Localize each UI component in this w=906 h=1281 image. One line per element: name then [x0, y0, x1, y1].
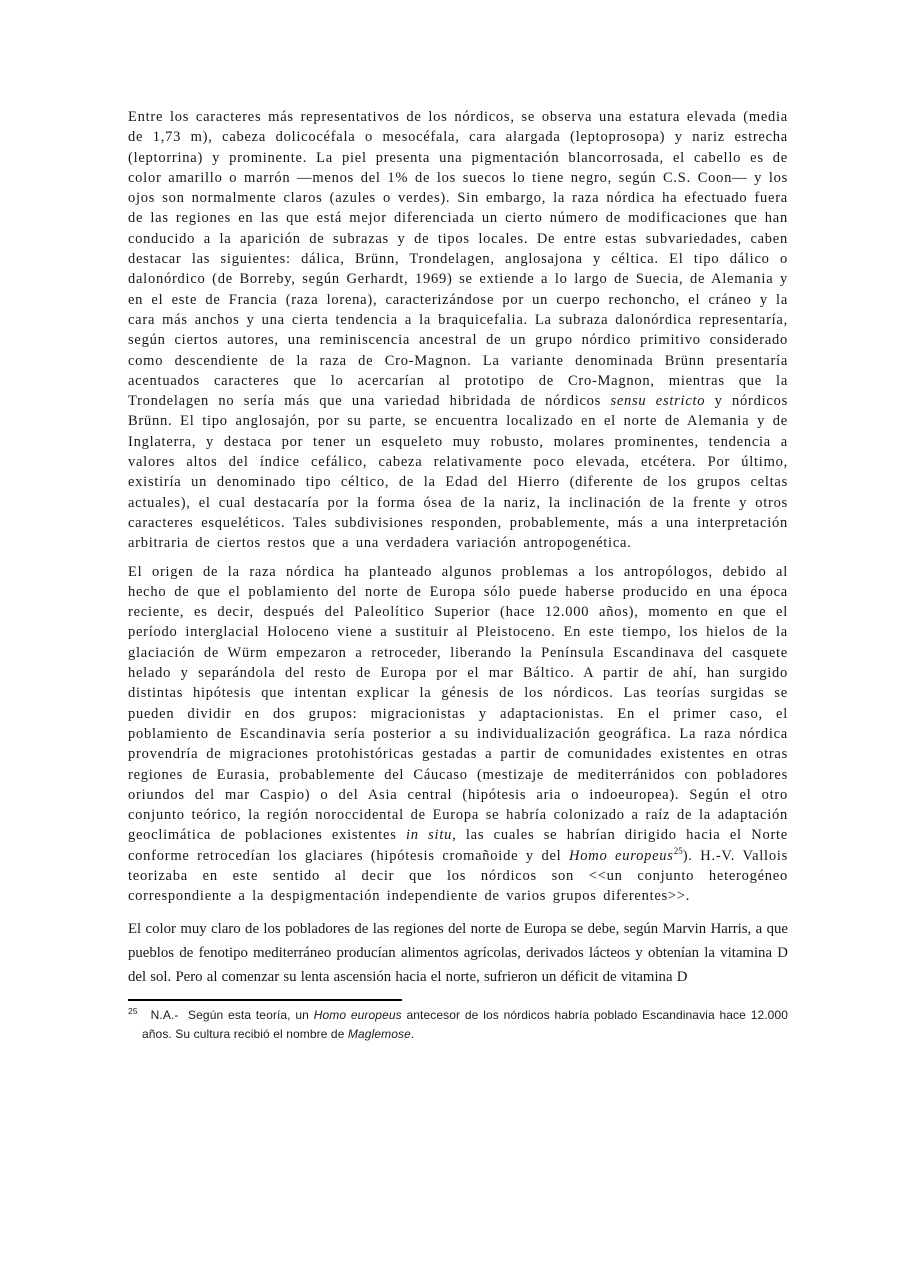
italic-text: Homo europeus: [313, 1007, 402, 1022]
text-run: y nórdicos Brünn. El tipo anglosajón, por su parte, se encuentra localizado en el norte de Alemania y de Inglaterra, y destaca por tener un esqueleto muy robusto, molares prominentes, tendencia a valores altos del índice cefálico, cabeza relativamente poco elevada, etcétera. Por último, existiría un denominado tipo céltico, de la Edad del Hierro (diferente de los grupos celtas actuales), el cual destacaría por la forma ósea de la nariz, la inclinación de la frente y otros caracteres esqueléticos. Tales subdivisiones responden, probablemente, más a una interpretación arbitraria de ciertos restos que a una verdadera variación antropogenética.: [128, 393, 788, 552]
body-paragraph-marvin-harris: [128, 917, 788, 989]
text-run: El origen de la raza nórdica ha planteado algunos problemas a los antropólogos, debido al hecho de que el poblamiento del norte de Europa sólo puede haberse producido en una época reciente, es decir, después del Paleolítico Superior (hace 12.000 años), momento en que el período interglacial Holoceno viene a sustituir al Pleistoceno. En este tiempo, los hielos de la glaciación de Würm empezaron a retroceder, liberando la Península Escandinava del casquete helado y separándola del resto de Europa por el mar Báltico. A partir de ahí, han surgido distintas hipótesis que intentan explicar la génesis de los nórdicos. Las teorías surgidas se pueden dividir en dos grupos: migracionistas y adaptacionistas. En el primer caso, el poblamiento de Escandinavia sería posterior a su individualización geográfica. La raza nórdica provendría de migraciones protohistóricas gestadas a partir de comunidades existentes en otras regiones de Eurasia, probablemente del Cáucaso (mestizaje de mediterránidos con pobladores oriundos del mar Caspio) o del Asia central (hipótesis aria o indoeuropea). Según el otro conjunto teórico, la región noroccidental de Europa se habría colonizado a raíz de la adaptación geoclimática de poblaciones existentes: [128, 563, 788, 844]
text-run: Entre los caracteres más representativos de los nórdicos, se observa una estatura elevada (media de 1,73 m), cabeza dolicocéfala o mesocéfala, cara alargada (leptoprosopa) y nariz estrecha (leptorrina) y prominente. La piel presenta una pigmentación blancorrosada, el cabello es de color amarillo o marrón —menos del 1% de los suecos lo tiene negro, según C.S. Coon— y los ojos son normalmente claros (azules o verdes). Sin embargo, la raza nórdica ha efectuado fuera de las regiones en las que está mejor diferenciada un cierto número de modificaciones que han conducido a la aparición de subrazas y de tipos locales. De entre estas subvariedades, caben destacar las siguientes: dálica, Brünn, Trondelagen, anglosajona y céltica. El tipo dálico o dalonórdico (de Borreby, según Gerhardt, 1969) se extiende a lo largo de Suecia, de Alemania y en el este de Francia (raza lorena), caracterizándose por un cuerpo rechoncho, el cráneo y la cara más anchos y una cierta tendencia a la braquicefalia. La subraza dalonórdica representaría, según ciertos autores, una reminiscencia ancestral de un grupo nórdico primitivo considerado como descendiente de la raza de Cro-Magnon. La variante denominada Brünn presentaría acentuados caracteres que lo acercarían al prototipo de Cro-Magnon, mientras que la Trondelagen no sería más que una variedad hibridada de nórdicos: [128, 109, 788, 410]
italic-text: Maglemose: [347, 1026, 411, 1041]
italic-text: sensu estricto: [610, 393, 706, 410]
superscript-marker: 25: [128, 1005, 138, 1016]
text-run: N.A.- Según esta teoría, un: [150, 1007, 314, 1022]
text-run: ). H.-V. Vallois teorizaba en este sentido al decir que los nórdicos son <<un conjunto heterogéneo correspondiente a la despigmentación independiente de varios grupos diferentes>>.: [128, 847, 788, 905]
footnote-separator-rule: [128, 999, 402, 1001]
text-run: antecesor de los nórdicos habría poblado Escandinavia hace 12.000 años. Su cultura recibió el nombre de: [142, 1007, 788, 1041]
footnote-25: [128, 1006, 788, 1044]
text-run: .: [410, 1026, 415, 1041]
italic-text: in situ: [406, 827, 453, 844]
text-run: , las cuales se habrían dirigido hacia el Norte conforme retrocedían los glaciares (hipótesis cromañoide y del: [128, 827, 788, 864]
body-paragraph-nordic-origin: [128, 562, 788, 907]
body-paragraph-nordic-characters: [128, 107, 788, 554]
text-run: El color muy claro de los pobladores de las regiones del norte de Europa se debe, según Marvin Harris, a que pueblos de fenotipo mediterráneo producían alimentos agrícolas, derivados lácteos y obtenían la vitamina D del sol. Pero al comenzar su lenta ascensión hacia el norte, sufrieron un déficit de vitamina D: [128, 920, 788, 985]
superscript-marker: 25: [673, 845, 683, 856]
italic-text: Homo europeus: [569, 847, 674, 864]
